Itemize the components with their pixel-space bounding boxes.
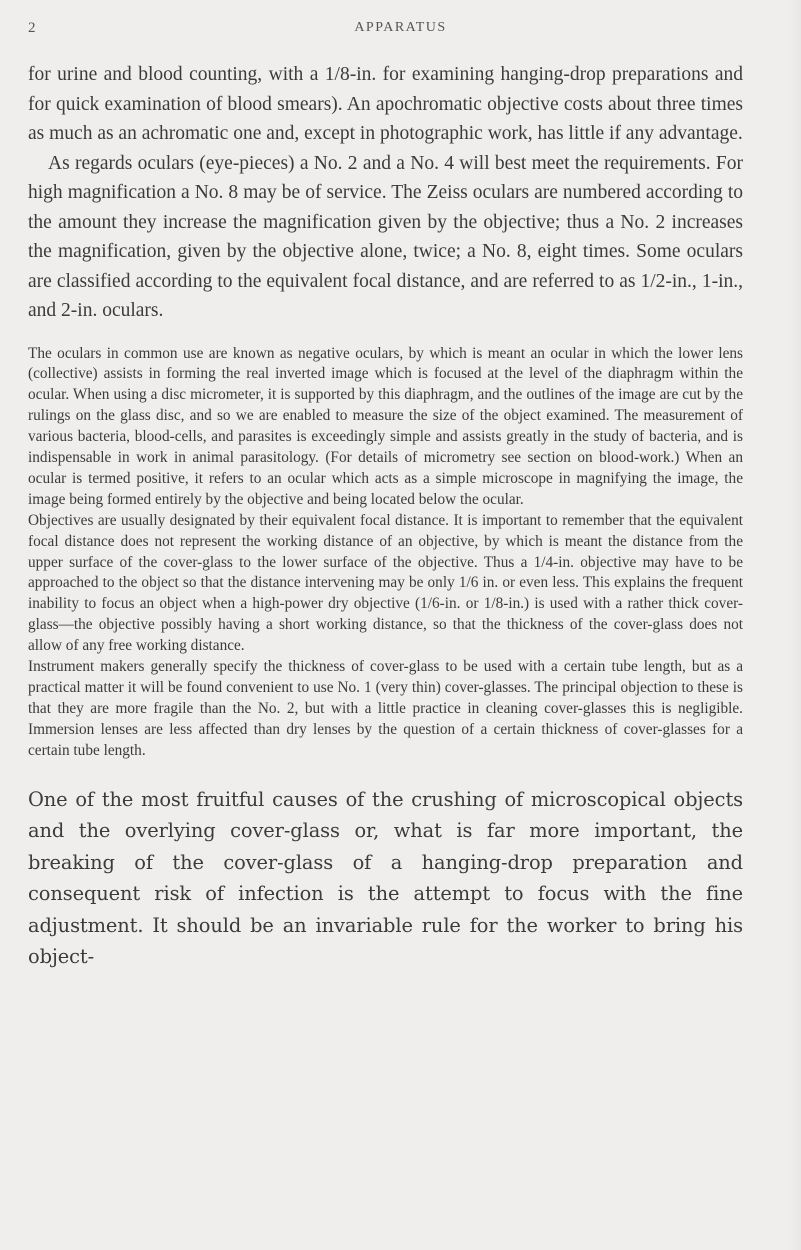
closing-section: [28, 784, 743, 973]
large-text-section: [28, 60, 743, 326]
page-number: 2: [28, 20, 36, 36]
paragraph: As regards oculars (eye-pieces) a No. 2 and a No. 4 will best meet the requirements. For high magnification a No. 8 may be of service. The Zeiss oculars are numbered according to the amount they increase the magnification given by the objective; thus a No. 2 increases the magnification, given by the objective alone, twice; a No. 8, eight times. Some oculars are classified according to the equivalent focal distance, and are referred to as 1/2-in., 1-in., and 2-in. oculars.: [28, 152, 743, 321]
small-print-section: [28, 344, 743, 762]
closing-paragraph: One of the most fruitful causes of the crushing of microscopical objects and the overlying cover-glass or, what is far more important, the breaking of the cover-glass of a hanging-drop preparation and consequent risk of infection is the attempt to focus with the fine adjustment. It should be an invariable rule for the worker to bring his object-: [28, 787, 743, 969]
small-print-paragraph: Objectives are usually designated by their equivalent focal distance. It is important to remember that the equivalent focal distance does not represent the working distance of an objective, by which is meant the distance from the upper surface of the cover-glass to the lower surface of the objective. Thus a 1/4-in. objective may have to be approached to the object so that the distance intervening may be only 1/6 in. or even less. This explains the frequent inability to focus an object when a high-power dry objective (1/6-in. or 1/8-in.) is used with a rather thick cover-glass—the objective possibly having a short working distance, so that the thickness of the cover-glass does not allow of any free working distance.: [28, 511, 743, 655]
paragraph: for urine and blood counting, with a 1/8-in. for examining hanging-drop preparations and for quick examination of blood smears). An apochromatic objective costs about three times as much as an achromatic one and, except in photographic work, has little if any advantage.: [28, 64, 743, 144]
page-body: [28, 60, 773, 973]
small-print-paragraph: The oculars in common use are known as negative oculars, by which is meant an ocular in which the lower lens (collective) assists in forming the real inverted image which is focused at the level of the diaphragm within the ocular. When using a disc micrometer, it is supported by this diaphragm, and the outlines of the image are cut by the rulings on the glass disc, and so we are enabled to measure the size of the object examined. The measurement of various bacteria, blood-cells, and parasites is exceedingly simple and assists greatly in the study of bacteria, and is indispensable in work in animal parasitology. (For details of micrometry see section on blood-work.) When an ocular is termed positive, it refers to an ocular which acts as a simple microscope in magnifying the image, the image being formed entirely by the objective and being located below the ocular.: [28, 344, 743, 508]
running-head: [28, 20, 773, 42]
small-print-paragraph: Instrument makers generally specify the thickness of cover-glass to be used with a certain tube length, but as a practical matter it will be found convenient to use No. 1 (very thin) cover-glasses. The principal objection to these is that they are more fragile than the No. 2, but with a little practice in cleaning cover-glasses this is negligible. Immersion lenses are less affected than dry lenses by the question of a certain thickness of cover-glasses for a certain tube length.: [28, 658, 743, 759]
page-edge-shadow: [787, 0, 801, 1250]
running-title: APPARATUS: [354, 20, 447, 35]
